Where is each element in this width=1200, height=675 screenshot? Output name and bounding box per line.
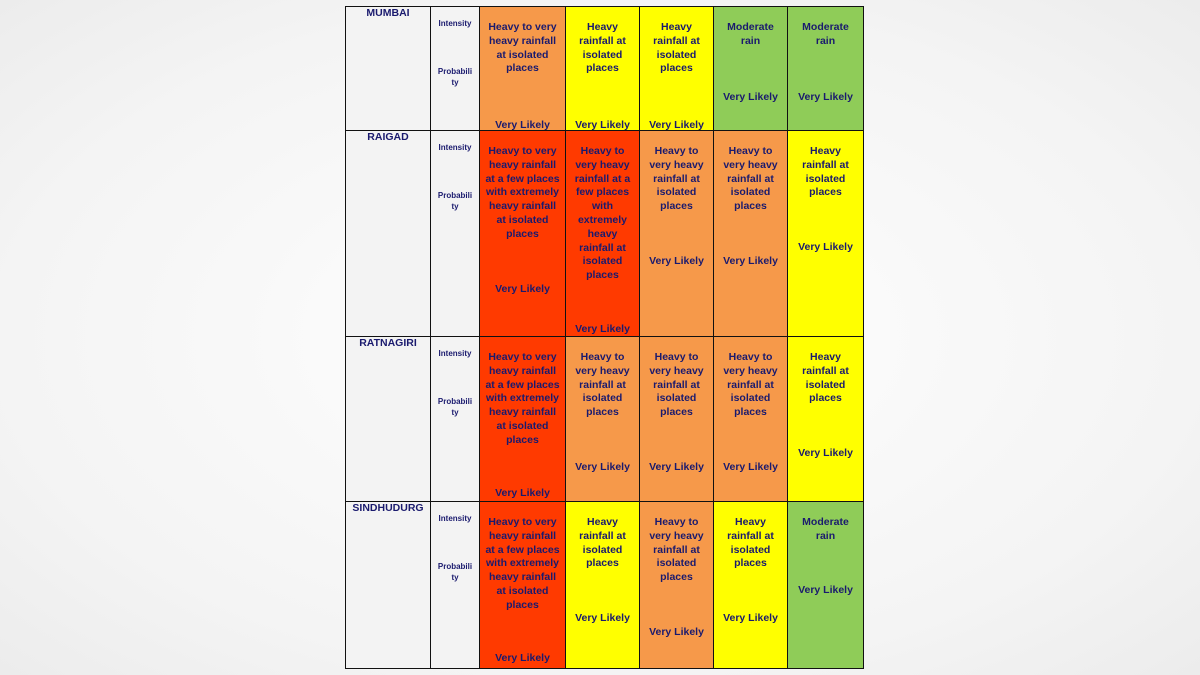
probability-label-line2: ty [451,77,459,87]
forecast-cell [480,7,566,131]
probability-text: Very Likely [495,119,550,131]
intensity-text: Heavy to very heavy rainfall at isolated places [649,516,704,584]
district-row [346,337,864,502]
forecast-cell [788,337,864,502]
forecast-cell [566,337,640,502]
probability-label-line2: ty [451,572,459,582]
intensity-label: Intensity [438,143,472,152]
row-labels [431,337,480,502]
intensity-text: Heavy to very heavy rainfall at isolated places [723,145,778,213]
district-row [346,502,864,669]
forecast-cell [714,131,788,337]
intensity-text: Heavy to very heavy rainfall at isolated places [575,351,630,419]
district-name: MUMBAI [346,7,431,131]
district-row [346,7,864,131]
forecast-cell [480,502,566,669]
probability-label [433,191,477,213]
forecast-cell [640,131,714,337]
row-labels [431,7,480,131]
intensity-text: Heavy rainfall at isolated places [579,516,626,570]
intensity-text: Heavy rainfall at isolated places [727,516,774,570]
probability-text: Very Likely [798,584,853,596]
probability-text: Very Likely [495,652,550,664]
probability-text: Very Likely [723,461,778,473]
intensity-text: Heavy to very heavy rainfall at a few places with extremely heavy rainfall at isolated places [485,351,560,446]
intensity-text: Heavy to very heavy rainfall at isolated places [723,351,778,419]
probability-text: Very Likely [575,461,630,473]
probability-label [433,562,477,584]
probability-label-line1: Probabili [437,191,473,200]
district-name: RAIGAD [346,131,431,337]
intensity-label: Intensity [438,19,472,28]
forecast-cell [788,7,864,131]
rainfall-forecast-table [345,6,864,669]
intensity-text: Heavy rainfall at isolated places [802,351,849,405]
intensity-text: Heavy to very heavy rainfall at a few places with extremely heavy rainfall at isolated places [574,145,631,282]
forecast-sheet [345,6,863,668]
forecast-cell [566,131,640,337]
probability-text: Very Likely [798,241,853,253]
intensity-text: Heavy to very heavy rainfall at a few places with extremely heavy rainfall at isolated places [485,145,560,240]
district-name: SINDHUDURG [346,502,431,669]
intensity-text: Heavy to very heavy rainfall at isolated places [649,145,704,213]
probability-label-line1: Probabili [437,67,473,76]
forecast-cell [788,131,864,337]
intensity-text: Heavy rainfall at isolated places [579,21,626,75]
probability-text: Very Likely [649,119,704,131]
probability-text: Very Likely [495,283,550,295]
intensity-label: Intensity [438,349,472,358]
forecast-cell [714,7,788,131]
forecast-cell [566,7,640,131]
intensity-text: Heavy to very heavy rainfall at a few places with extremely heavy rainfall at isolated places [485,516,560,611]
forecast-cell [640,502,714,669]
district-row [346,131,864,337]
probability-text: Very Likely [723,255,778,267]
probability-text: Very Likely [649,255,704,267]
intensity-text: Moderate rain [802,21,849,47]
forecast-cell [714,337,788,502]
probability-text: Very Likely [649,461,704,473]
probability-text: Very Likely [798,447,853,459]
intensity-text: Heavy rainfall at isolated places [653,21,700,75]
probability-label-line1: Probabili [437,397,473,406]
probability-label-line2: ty [451,407,459,417]
forecast-cell [566,502,640,669]
probability-label-line1: Probabili [437,562,473,571]
probability-text: Very Likely [798,91,853,103]
forecast-cell [714,502,788,669]
intensity-label: Intensity [438,514,472,523]
probability-text: Very Likely [575,612,630,624]
intensity-text: Moderate rain [727,21,774,47]
forecast-cell [480,131,566,337]
intensity-text: Heavy to very heavy rainfall at isolated places [488,21,557,75]
forecast-cell [788,502,864,669]
forecast-cell [480,337,566,502]
probability-text: Very Likely [495,487,550,499]
intensity-text: Moderate rain [802,516,849,542]
probability-label [433,67,477,89]
probability-text: Very Likely [723,612,778,624]
forecast-cell [640,7,714,131]
row-labels [431,131,480,337]
probability-text: Very Likely [575,323,630,335]
probability-text: Very Likely [575,119,630,131]
intensity-text: Heavy to very heavy rainfall at isolated places [649,351,704,419]
probability-label-line2: ty [451,201,459,211]
probability-label [433,397,477,419]
probability-text: Very Likely [723,91,778,103]
row-labels [431,502,480,669]
forecast-cell [640,337,714,502]
district-name: RATNAGIRI [346,337,431,502]
probability-text: Very Likely [649,626,704,638]
intensity-text: Heavy rainfall at isolated places [802,145,849,199]
